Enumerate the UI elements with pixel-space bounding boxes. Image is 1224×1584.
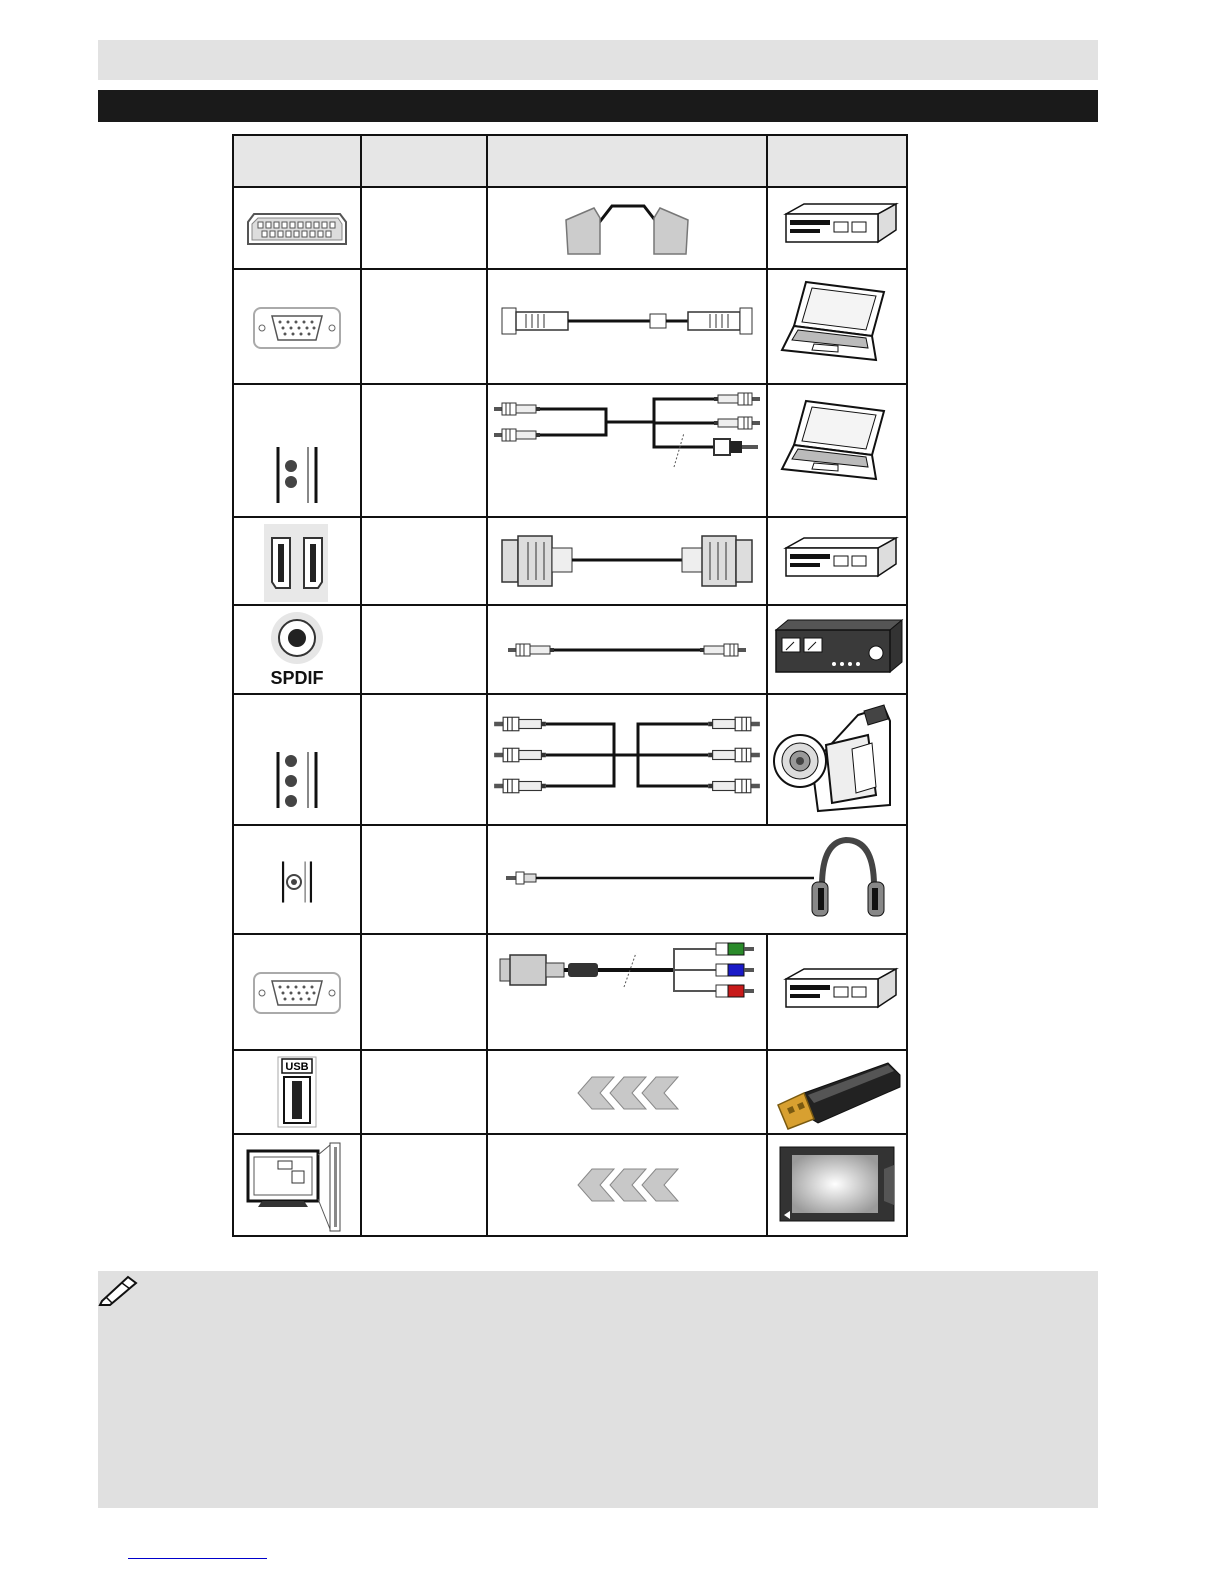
coaxial-cable-icon	[488, 606, 766, 693]
vga-cable-icon	[488, 270, 766, 383]
section-header-band	[98, 40, 1098, 80]
dvd-recorder-icon	[768, 518, 906, 604]
dvd-recorder-icon	[768, 188, 906, 268]
vga-to-ypbpr-cable-icon	[488, 935, 766, 1049]
dvd-recorder-icon	[768, 935, 906, 1049]
vga-port-icon	[234, 935, 360, 1049]
footer-link-underline	[128, 1558, 267, 1559]
table-header	[234, 136, 906, 188]
connections-table	[232, 134, 908, 1237]
audio-y-cable-icon	[488, 385, 766, 516]
headphone-cable-icon	[488, 826, 906, 933]
page-title-bar	[98, 90, 1098, 122]
rca-av-cable-icon	[488, 695, 766, 824]
hdmi-cable-icon	[488, 518, 766, 604]
pc-audio-jacks-icon	[234, 385, 360, 516]
av-jacks-icon	[234, 695, 360, 824]
camcorder-icon	[768, 695, 906, 824]
vga-port-icon	[234, 270, 360, 383]
note-panel	[98, 1271, 1098, 1508]
scart-port-icon	[234, 188, 360, 268]
headphone-jack-icon	[234, 826, 360, 933]
audio-amplifier-icon	[768, 606, 906, 693]
spdif-label: SPDIF	[270, 668, 324, 688]
col-divider	[360, 136, 362, 1235]
insert-arrows-icon	[488, 1135, 766, 1235]
usb-stick-icon	[768, 1051, 906, 1133]
usb-port-icon	[234, 1051, 360, 1133]
hdmi-ports-icon	[234, 518, 360, 604]
scart-cable-icon	[488, 188, 766, 268]
laptop-icon	[768, 385, 906, 516]
ci-card-icon	[768, 1135, 906, 1235]
usb-label: USB	[285, 1061, 309, 1073]
spdif-port-icon	[234, 606, 360, 693]
pencil-note-icon	[98, 1273, 142, 1307]
insert-arrows-icon	[488, 1051, 766, 1133]
ci-slot-icon	[234, 1135, 360, 1235]
laptop-icon	[768, 270, 906, 383]
